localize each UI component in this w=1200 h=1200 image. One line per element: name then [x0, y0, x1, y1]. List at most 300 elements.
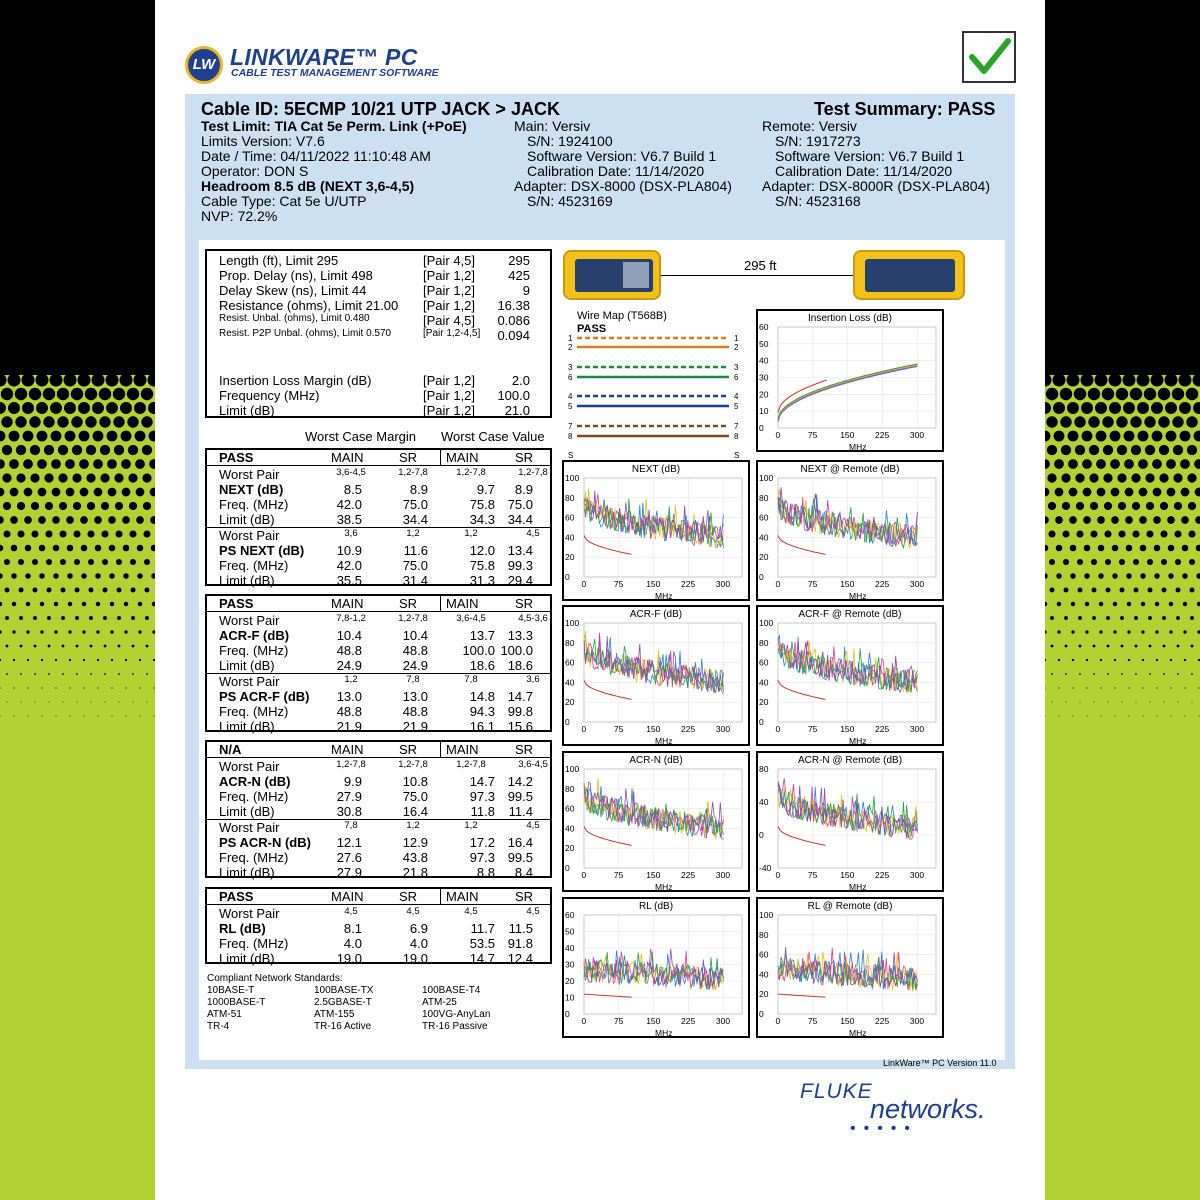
- x-tick: 150: [840, 724, 855, 734]
- x-tick: 150: [840, 870, 855, 880]
- worst-pair-value: 1,2-7,8: [456, 759, 486, 770]
- chart-5: [562, 751, 750, 892]
- standard-item: 2.5GBASE-T: [314, 997, 372, 1008]
- freq-label: Freq. (MHz): [219, 643, 289, 658]
- summary-value: 21.0: [504, 403, 530, 418]
- measure-value: 12.1: [336, 835, 362, 850]
- summary-pair: [Pair 1,2]: [423, 298, 476, 313]
- y-tick: 80: [759, 764, 769, 774]
- measure-value: 14.7: [469, 774, 495, 789]
- x-tick: 75: [613, 724, 624, 734]
- x-axis-label: MHz: [849, 442, 867, 450]
- section-box: [205, 594, 552, 732]
- fluke-brand: FLUKE: [800, 1080, 873, 1103]
- chart-6: [756, 751, 944, 892]
- y-tick: 50: [565, 926, 575, 937]
- hdr-remote-line: Adapter: DSX-8000R (DSX-PLA804): [762, 178, 990, 194]
- chart-0: [756, 309, 944, 452]
- measure-value: 43.8: [402, 850, 428, 865]
- y-tick: 0: [565, 572, 570, 582]
- column-header: SR: [515, 889, 534, 904]
- measure-value: 12.0: [469, 543, 495, 558]
- section-box: [205, 740, 552, 878]
- y-tick: 40: [759, 677, 769, 688]
- chart-7: [562, 897, 750, 1038]
- summary-label: Prop. Delay (ns), Limit 498: [219, 268, 373, 283]
- column-header: SR: [399, 450, 418, 465]
- column-header: SR: [515, 450, 534, 465]
- measure-name: PS NEXT (dB): [219, 543, 305, 558]
- measure-value: 11.8: [470, 804, 495, 819]
- summary-label: Length (ft), Limit 295: [219, 253, 339, 268]
- worst-case-margin-label: Worst Case Margin: [305, 429, 417, 444]
- y-tick: 100: [759, 618, 774, 628]
- pin-label: 6: [568, 373, 573, 382]
- summary-value: 0.086: [497, 313, 530, 328]
- measure-value: 11.4: [508, 804, 533, 819]
- measure-value: 34.4: [507, 512, 533, 527]
- chart-title: NEXT @ Remote (dB): [800, 464, 900, 475]
- standard-item: 1000BASE-T: [207, 997, 266, 1008]
- measure-value: 29.4: [507, 573, 533, 588]
- x-tick: 150: [646, 579, 661, 589]
- x-tick: 150: [646, 870, 661, 880]
- chart-8: [756, 897, 944, 1038]
- column-header: SR: [399, 596, 418, 611]
- x-tick: 225: [681, 579, 696, 589]
- section-status: PASS: [219, 596, 254, 611]
- worst-pair-value: 7,8: [344, 820, 358, 831]
- worst-pair-value: 3,6-4,5: [336, 467, 366, 478]
- y-tick: 20: [759, 989, 769, 1000]
- x-tick: 300: [909, 579, 925, 589]
- freq-label: Freq. (MHz): [219, 789, 289, 804]
- worst-pair-value: 4,5: [526, 528, 540, 539]
- section-divider: [207, 465, 550, 466]
- measure-value: 13.0: [336, 689, 362, 704]
- y-tick: 80: [565, 783, 575, 794]
- section-divider: [207, 904, 550, 905]
- pin-label: 2: [568, 343, 573, 352]
- x-axis-label: MHz: [655, 882, 673, 890]
- measure-name: ACR-N (dB): [219, 774, 291, 789]
- measure-value: 75.0: [507, 497, 533, 512]
- y-tick: 40: [759, 797, 769, 807]
- measure-value: 18.6: [469, 658, 495, 673]
- x-axis-label: MHz: [655, 591, 673, 599]
- x-tick: 0: [775, 724, 781, 734]
- hdr-left-line: NVP: 72.2%: [201, 208, 278, 224]
- measure-value: 100.0: [462, 643, 495, 658]
- measure-value: 31.3: [469, 573, 495, 588]
- summary-value: 0.094: [497, 328, 530, 343]
- measure-value: 13.7: [469, 628, 495, 643]
- y-tick: 100: [759, 910, 774, 920]
- pin-label: 1: [568, 334, 573, 343]
- x-tick: 75: [807, 579, 818, 589]
- app-title: LINKWARE™ PC: [230, 44, 418, 70]
- worst-pair-value: 1,2: [344, 674, 358, 685]
- hdr-remote-line: Remote: Versiv: [762, 118, 857, 134]
- y-tick: 30: [759, 372, 769, 383]
- y-tick: 0: [565, 863, 570, 873]
- standard-item: ATM-155: [314, 1009, 355, 1020]
- measure-value: 75.0: [402, 497, 428, 512]
- y-tick: 10: [565, 992, 575, 1003]
- measure-value: 16.1: [469, 719, 495, 734]
- hdr-left-line: Date / Time: 04/11/2022 11:10:48 AM: [201, 148, 431, 164]
- measure-value: 21.9: [336, 719, 362, 734]
- measure-value: 8.1: [343, 921, 362, 936]
- remote-tester-icon: [853, 250, 965, 300]
- worst-pair-value: 4,5-3,6: [518, 613, 548, 624]
- x-tick: 225: [875, 870, 890, 880]
- measure-value: 13.0: [402, 689, 428, 704]
- worst-pair-label: Worst Pair: [219, 759, 280, 774]
- worst-pair-value: 4,5: [526, 820, 540, 831]
- summary-pair: [Pair 1,2]: [423, 268, 476, 283]
- measure-value: 8.9: [409, 482, 428, 497]
- limit-label: Limit (dB): [219, 658, 275, 673]
- y-tick: 0: [759, 572, 764, 582]
- measure-value: 14.8: [469, 689, 495, 704]
- section-status: N/A: [219, 742, 242, 757]
- x-axis-label: MHz: [849, 736, 867, 744]
- pin-label: 8: [568, 432, 573, 441]
- y-tick: 20: [565, 843, 575, 854]
- y-tick: 40: [565, 823, 575, 834]
- section-box: [205, 887, 552, 964]
- column-header: MAIN: [446, 742, 479, 757]
- y-tick: 20: [565, 976, 575, 986]
- measure-value: 27.9: [336, 789, 362, 804]
- wiremap-diagram: [563, 330, 753, 465]
- standards-title: Compliant Network Standards:: [207, 973, 343, 984]
- worst-pair-value: 3,6: [526, 674, 540, 685]
- worst-pair-label: Worst Pair: [219, 674, 280, 689]
- summary-label: Frequency (MHz): [219, 388, 320, 403]
- measure-value: 11.5: [508, 921, 533, 936]
- measure-value: 48.8: [336, 643, 362, 658]
- hdr-main-line: Adapter: DSX-8000 (DSX-PLA804): [514, 178, 732, 194]
- section-status: PASS: [219, 889, 254, 904]
- y-tick: 40: [565, 943, 575, 953]
- y-tick: 40: [565, 677, 575, 688]
- y-tick: 20: [565, 697, 575, 708]
- measure-value: 14.2: [507, 774, 533, 789]
- y-tick: 0: [759, 830, 764, 840]
- column-header: MAIN: [446, 450, 479, 465]
- measure-value: 10.8: [402, 774, 428, 789]
- measure-name: NEXT (dB): [219, 482, 284, 497]
- hdr-left-line: Limits Version: V7.6: [201, 133, 325, 149]
- hdr-remote-line: Calibration Date: 11/14/2020: [775, 163, 953, 179]
- summary-value: 295: [508, 253, 530, 268]
- pin-label: 5: [568, 402, 573, 411]
- measure-value: 4.0: [409, 936, 428, 951]
- y-tick: 30: [565, 959, 575, 970]
- worst-pair-value: 4,5: [406, 906, 420, 917]
- standard-item: 10BASE-T: [207, 985, 255, 996]
- y-tick: 80: [565, 492, 575, 503]
- worst-pair-value: 7,8-1,2: [336, 613, 366, 624]
- x-tick: 150: [840, 1016, 855, 1026]
- section-box: [205, 448, 552, 586]
- worst-pair-value: 1,2-7,8: [456, 467, 486, 478]
- section-status: PASS: [219, 450, 254, 465]
- column-divider: [440, 742, 441, 758]
- measure-value: 53.5: [469, 936, 495, 951]
- y-tick: 0: [565, 1009, 570, 1019]
- x-axis-label: MHz: [655, 736, 673, 744]
- y-tick: 40: [759, 355, 769, 366]
- measure-value: 24.9: [336, 658, 362, 673]
- section-divider: [207, 757, 550, 758]
- measure-value: 97.3: [469, 850, 495, 865]
- summary-pair: [Pair 4,5]: [423, 253, 476, 268]
- linkware-logo: [185, 42, 455, 82]
- measure-name: PS ACR-N (dB): [219, 835, 311, 850]
- measure-value: 8.8: [476, 865, 495, 880]
- wiremap-status: PASS: [577, 323, 607, 335]
- worst-pair-value: 4,5: [464, 906, 478, 917]
- summary-label: Resistance (ohms), Limit 21.00: [219, 298, 399, 313]
- summary-label: Delay Skew (ns), Limit 44: [219, 283, 367, 298]
- worst-pair-value: 3,6: [344, 528, 358, 539]
- hdr-main-line: S/N: 1924100: [527, 133, 613, 149]
- limit-label: Limit (dB): [219, 951, 275, 966]
- measure-value: 42.0: [336, 558, 362, 573]
- x-tick: 225: [875, 430, 890, 440]
- hdr-main-line: Software Version: V6.7 Build 1: [527, 148, 717, 164]
- hdr-left-line: Headroom 8.5 dB (NEXT 3,6-4,5): [201, 178, 415, 194]
- x-axis-label: MHz: [849, 882, 867, 890]
- hdr-left-line: Operator: DON S: [201, 163, 309, 179]
- y-tick: 100: [565, 764, 580, 774]
- limit-label: Limit (dB): [219, 804, 275, 819]
- x-tick: 0: [581, 724, 587, 734]
- measure-value: 21.8: [402, 865, 428, 880]
- x-axis-label: MHz: [655, 1028, 673, 1036]
- x-tick: 75: [613, 579, 624, 589]
- measure-value: 99.8: [507, 704, 533, 719]
- measure-value: 48.8: [402, 704, 428, 719]
- summary-pair: [Pair 1,2]: [423, 403, 476, 418]
- x-tick: 0: [581, 1016, 587, 1026]
- measure-value: 48.8: [336, 704, 362, 719]
- chart-2: [756, 460, 944, 601]
- measure-value: 15.6: [507, 719, 533, 734]
- y-tick: 60: [565, 512, 575, 523]
- measure-value: 99.5: [507, 850, 533, 865]
- chart-title: RL @ Remote (dB): [807, 901, 893, 912]
- summary-pair: [Pair 1,2]: [423, 388, 476, 403]
- hdr-left-line: Test Limit: TIA Cat 5e Perm. Link (+PoE): [201, 118, 467, 134]
- x-tick: 300: [715, 870, 731, 880]
- measure-value: 91.8: [507, 936, 533, 951]
- section-divider: [207, 611, 550, 612]
- y-tick: 40: [759, 532, 769, 543]
- y-tick: 40: [565, 532, 575, 543]
- measure-value: 10.4: [336, 628, 362, 643]
- measure-value: 4.0: [343, 936, 362, 951]
- measure-value: 100.0: [500, 643, 533, 658]
- standard-item: 100BASE-TX: [314, 985, 374, 996]
- chart-title: ACR-N @ Remote (dB): [797, 755, 903, 766]
- app-subtitle: CABLE TEST MANAGEMENT SOFTWARE: [231, 67, 439, 79]
- y-tick: 0: [759, 423, 764, 433]
- worst-pair-value: 1,2-7,8: [336, 759, 366, 770]
- x-tick: 300: [715, 1016, 731, 1026]
- y-tick: 20: [565, 552, 575, 563]
- column-header: SR: [515, 596, 534, 611]
- y-tick: 60: [759, 949, 769, 960]
- x-tick: 300: [715, 579, 731, 589]
- x-tick: 75: [807, 430, 818, 440]
- y-tick: 20: [759, 552, 769, 563]
- x-tick: 0: [775, 430, 781, 440]
- measure-value: 8.9: [514, 482, 533, 497]
- measure-value: 94.3: [469, 704, 495, 719]
- measure-value: 16.4: [507, 835, 533, 850]
- measure-value: 17.2: [469, 835, 495, 850]
- limit-label: Limit (dB): [219, 512, 275, 527]
- x-tick: 300: [909, 870, 925, 880]
- x-tick: 0: [775, 870, 781, 880]
- summary-value: 100.0: [497, 388, 530, 403]
- limit-label: Limit (dB): [219, 865, 275, 880]
- y-tick: 60: [565, 910, 575, 920]
- y-tick: 80: [759, 492, 769, 503]
- measure-value: 75.8: [469, 558, 495, 573]
- cable-line: [661, 275, 853, 276]
- pin-label: 1: [734, 334, 739, 343]
- worst-pair-value: 7,8: [464, 674, 478, 685]
- measure-value: 97.3: [469, 789, 495, 804]
- worst-pair-value: 3,6-4,5: [456, 613, 486, 624]
- measure-value: 19.0: [336, 951, 362, 966]
- worst-pair-label: Worst Pair: [219, 528, 280, 543]
- shield-label: S: [734, 451, 740, 460]
- worst-pair-value: 1,2-7,8: [398, 759, 428, 770]
- y-tick: 10: [759, 406, 769, 417]
- chart-title: ACR-F (dB): [629, 609, 683, 620]
- hdr-remote-line: Software Version: V6.7 Build 1: [775, 148, 965, 164]
- measure-value: 12.9: [402, 835, 428, 850]
- x-tick: 225: [681, 724, 696, 734]
- measure-value: 35.5: [336, 573, 362, 588]
- summary-label: Insertion Loss Margin (dB): [219, 373, 372, 388]
- x-tick: 0: [775, 579, 781, 589]
- y-tick: 50: [759, 338, 769, 349]
- measure-value: 34.3: [469, 512, 495, 527]
- measure-value: 42.0: [336, 497, 362, 512]
- y-tick: 100: [565, 618, 580, 628]
- standard-item: TR-16 Active: [314, 1021, 372, 1032]
- measure-value: 99.5: [507, 789, 533, 804]
- measure-value: 18.6: [507, 658, 533, 673]
- worst-pair-value: 4,5: [344, 906, 358, 917]
- column-header: MAIN: [331, 889, 364, 904]
- measure-value: 31.4: [402, 573, 428, 588]
- standard-item: TR-4: [207, 1021, 230, 1032]
- y-tick: 40: [759, 969, 769, 980]
- chart-title: RL (dB): [638, 901, 674, 912]
- measure-value: 24.9: [402, 658, 428, 673]
- hdr-remote-line: S/N: 4523168: [775, 193, 861, 209]
- x-tick: 150: [840, 579, 855, 589]
- y-tick: 0: [565, 717, 570, 727]
- y-tick: -40: [759, 863, 772, 873]
- standard-item: TR-16 Passive: [422, 1021, 488, 1032]
- x-tick: 0: [581, 579, 587, 589]
- version-label: LinkWare™ PC Version 11.0: [883, 1058, 997, 1068]
- standard-item: ATM-51: [207, 1009, 242, 1020]
- x-tick: 300: [909, 724, 925, 734]
- worst-pair-value: 4,5: [526, 906, 540, 917]
- column-header: SR: [399, 889, 418, 904]
- pin-label: 4: [734, 392, 739, 401]
- standard-item: ATM-25: [422, 997, 457, 1008]
- left-background: [0, 0, 155, 1200]
- measure-value: 10.4: [402, 628, 428, 643]
- pin-label: 3: [734, 363, 739, 372]
- y-tick: 60: [759, 657, 769, 668]
- x-tick: 300: [715, 724, 731, 734]
- measure-value: 9.7: [476, 482, 495, 497]
- measure-value: 13.3: [507, 628, 533, 643]
- x-tick: 75: [807, 1016, 818, 1026]
- worst-pair-label: Worst Pair: [219, 820, 280, 835]
- measure-value: 8.5: [343, 482, 362, 497]
- measure-value: 19.0: [402, 951, 428, 966]
- measure-value: 11.7: [470, 921, 495, 936]
- limit-label: Limit (dB): [219, 719, 275, 734]
- pass-check-icon: [962, 31, 1016, 83]
- measure-value: 6.9: [409, 921, 428, 936]
- worst-pair-value: 1,2: [464, 820, 478, 831]
- measure-value: 13.4: [507, 543, 533, 558]
- x-axis-label: MHz: [849, 1028, 867, 1036]
- chart-4: [756, 605, 944, 746]
- pin-label: 7: [734, 422, 739, 431]
- worst-pair-value: 1,2: [464, 528, 478, 539]
- chart-title: ACR-N (dB): [629, 755, 683, 766]
- summary-box: [205, 249, 552, 418]
- column-header: MAIN: [446, 596, 479, 611]
- summary-value: 2.0: [511, 373, 530, 388]
- measure-value: 30.8: [336, 804, 362, 819]
- worst-pair-value: 1,2-7,8: [398, 613, 428, 624]
- column-divider: [440, 596, 441, 612]
- freq-label: Freq. (MHz): [219, 936, 289, 951]
- y-tick: 20: [759, 389, 769, 400]
- x-tick: 300: [909, 1016, 925, 1026]
- column-header: MAIN: [446, 889, 479, 904]
- pin-label: 8: [734, 432, 739, 441]
- x-tick: 75: [807, 870, 818, 880]
- measure-value: 75.8: [469, 497, 495, 512]
- summary-pair: [Pair 1,2]: [423, 373, 476, 388]
- shield-label: S: [568, 451, 574, 460]
- worst-pair-value: 1,2: [406, 528, 420, 539]
- fluke-networks-logo: [800, 1080, 1000, 1137]
- x-tick: 225: [875, 579, 890, 589]
- measure-value: 8.4: [514, 865, 533, 880]
- measure-value: 75.0: [402, 789, 428, 804]
- chart-3: [562, 605, 750, 746]
- measure-value: 99.3: [507, 558, 533, 573]
